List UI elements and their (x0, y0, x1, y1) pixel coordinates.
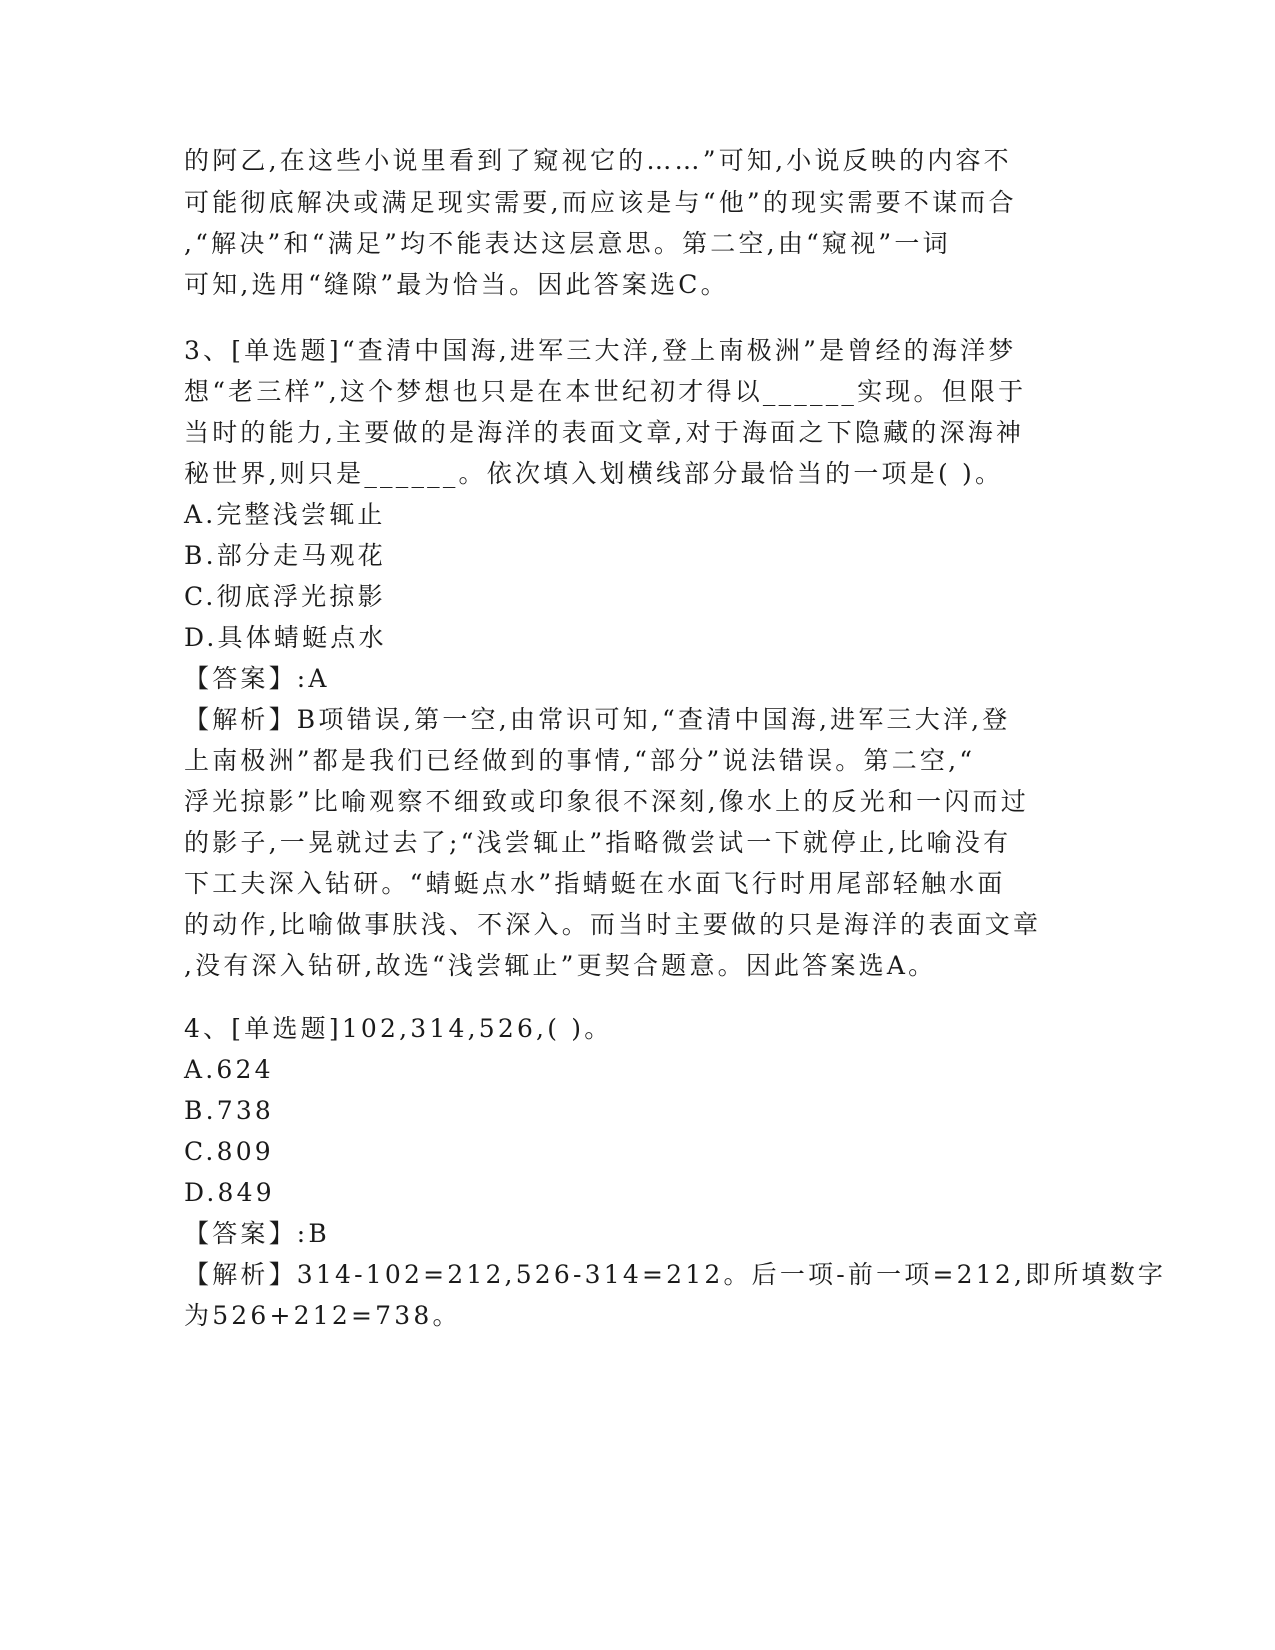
q3-stem-line: 秘世界,则只是______。依次填入划横线部分最恰当的一项是( )。 (184, 459, 1004, 488)
q4-option-b: B.738 (184, 1096, 275, 1125)
q4-analysis-line: 【解析】314-102=212,526-314=212。后一项-前一项=212,即所填数字 (184, 1260, 1167, 1289)
q3-stem-line: 当时的能力,主要做的是海洋的表面文章,对于海面之下隐藏的深海神 (184, 418, 1025, 447)
prev-analysis-line: 的阿乙,在这些小说里看到了窥视它的……”可知,小说反映的内容不 (184, 146, 1012, 175)
prev-analysis-line: ,“解决”和“满足”均不能表达这层意思。第二空,由“窥视”一词 (184, 229, 951, 258)
q4-analysis-line: 为526+212=738。 (184, 1301, 461, 1330)
q3-analysis-line: 上南极洲”都是我们已经做到的事情,“部分”说法错误。第二空,“ (184, 746, 976, 775)
q3-answer: 【答案】:A (184, 664, 330, 693)
q3-stem-line: 想“老三样”,这个梦想也只是在本世纪初才得以______实现。但限于 (184, 377, 1027, 406)
q3-option-c: C.彻底浮光掠影 (184, 582, 386, 611)
q3-stem-line: 3、[单选题]“查清中国海,进军三大洋,登上南极洲”是曾经的海洋梦 (184, 336, 1017, 365)
q3-analysis-line: 下工夫深入钻研。“蜻蜓点水”指蜻蜓在水面飞行时用尾部轻触水面 (184, 869, 1006, 898)
prev-analysis-line: 可知,选用“缝隙”最为恰当。因此答案选C。 (184, 270, 729, 299)
q3-analysis-line: 【解析】B项错误,第一空,由常识可知,“查清中国海,进军三大洋,登 (184, 705, 1011, 734)
q4-option-d: D.849 (184, 1178, 275, 1207)
q3-option-d: D.具体蜻蜓点水 (184, 623, 387, 652)
q4-option-a: A.624 (184, 1055, 274, 1084)
q4-answer: 【答案】:B (184, 1219, 330, 1248)
q3-option-a: A.完整浅尝辄止 (184, 500, 386, 529)
q3-option-b: B.部分走马观花 (184, 541, 386, 570)
q3-analysis-line: ,没有深入钻研,故选“浅尝辄止”更契合题意。因此答案选A。 (184, 951, 937, 980)
q3-analysis-line: 的动作,比喻做事肤浅、不深入。而当时主要做的只是海洋的表面文章 (184, 910, 1042, 939)
q4-option-c: C.809 (184, 1137, 274, 1166)
q4-stem: 4、[单选题]102,314,526,( )。 (184, 1014, 613, 1043)
q3-analysis-line: 浮光掠影”比喻观察不细致或印象很不深刻,像水上的反光和一闪而过 (184, 787, 1029, 816)
prev-analysis-line: 可能彻底解决或满足现实需要,而应该是与“他”的现实需要不谋而合 (184, 188, 1017, 217)
q3-analysis-line: 的影子,一晃就过去了;“浅尝辄止”指略微尝试一下就停止,比喻没有 (184, 828, 1012, 857)
